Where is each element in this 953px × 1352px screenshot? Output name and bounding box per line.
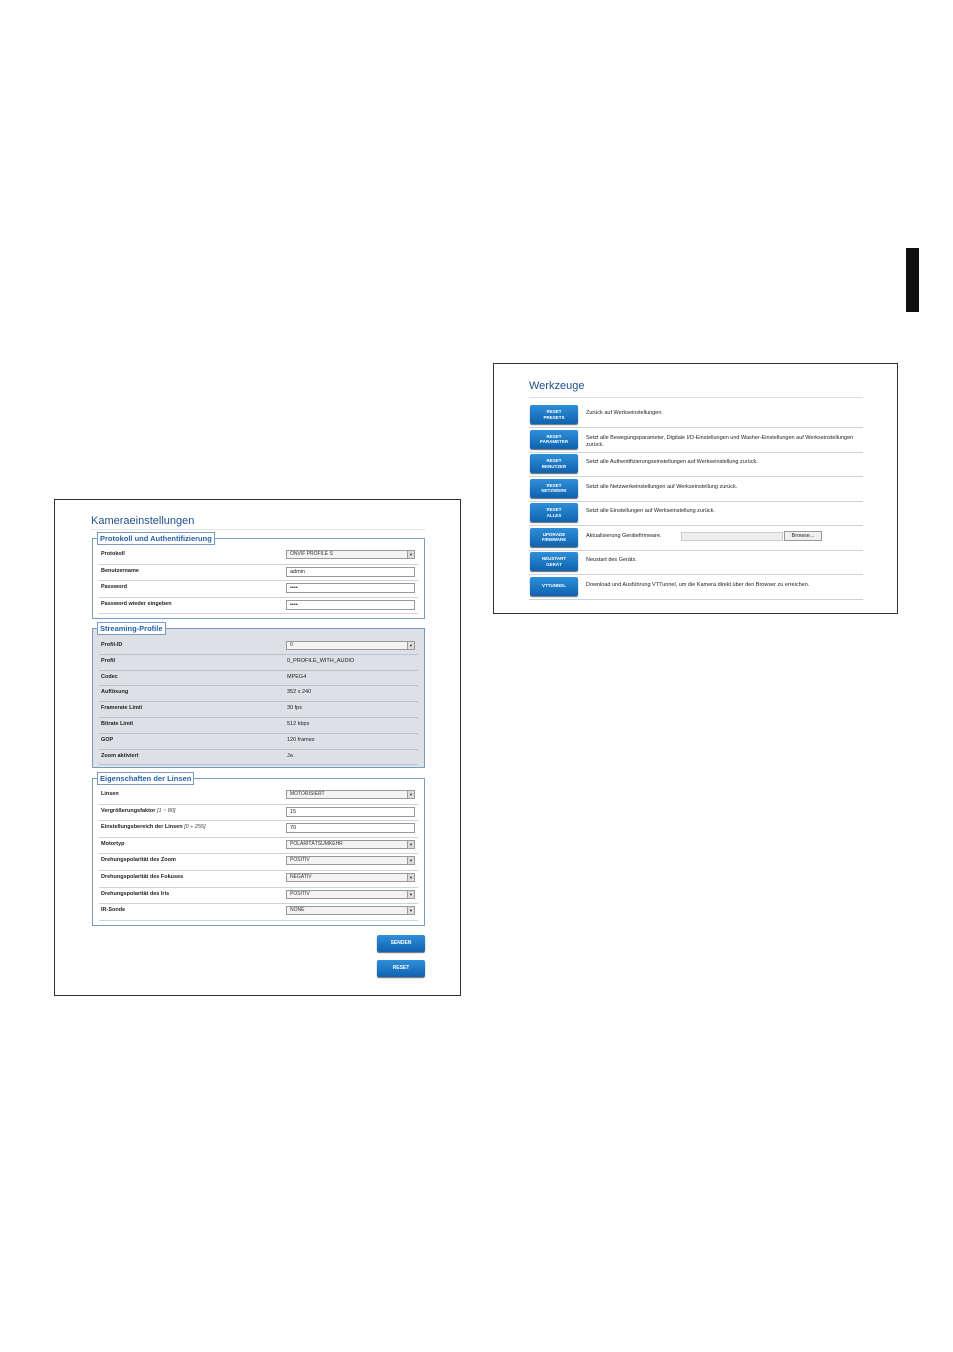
field-label: Password [101,584,127,590]
tool-button-label: VTTUNNEL [542,583,566,589]
field-value: 30 fps [287,705,302,712]
field-label: Codec [101,673,118,680]
lens-properties-legend: Eigenschaften der Linsen [97,772,194,785]
tool-description: Aktualisierung Gerätefirmware. [586,532,662,539]
field-label: Zoom aktiviert [101,752,139,759]
send-button[interactable]: SENDEN [377,935,425,952]
field-label: Profil-ID [101,642,123,648]
tool-button-label: UPGRADE [542,531,566,537]
form-row [99,837,418,855]
text-input[interactable]: admin [286,567,415,577]
field-label: Profil [101,657,116,664]
tool-button[interactable] [530,528,578,547]
select-value: POSITIV [290,890,310,897]
camera-settings-title: Kameraeinstellungen [91,515,195,527]
field-label: IR-Sonde [101,907,126,914]
tool-button-label: RESET [546,482,562,488]
form-row [99,870,418,888]
form-row [99,701,418,718]
select-value: ONVIF PROFILE S [290,551,333,557]
tools-panel [493,363,898,614]
dropdown-select[interactable] [286,550,415,559]
dropdown-select[interactable] [286,840,415,849]
field-value: 512 kbps [287,721,310,727]
chevron-down-icon[interactable]: ▼ [407,841,414,848]
firmware-file-input[interactable] [681,532,783,541]
tool-description: Zurück auf Werkseinstellungen. [586,410,663,416]
text-input[interactable]: 70 [286,823,415,833]
tool-button[interactable] [530,577,578,596]
field-label: Motortyp [101,840,125,847]
tool-row [529,550,863,575]
streaming-profile-legend: Streaming-Profile [97,622,166,635]
text-input[interactable]: 15 [286,807,415,817]
form-row [99,685,418,702]
form-row [99,887,418,905]
tool-button-label: RESET [546,507,562,512]
select-value: NONE [290,907,305,914]
field-value: MPEG4 [287,673,307,680]
field-value: 0_PROFILE_WITH_AUDIO [287,657,355,664]
tool-button-label: PRESETS [543,414,565,420]
tool-button-label: PARAMETER [539,439,569,444]
tool-button-label: GERÄT [546,561,562,567]
tool-button-label: ALLES [546,512,562,518]
form-row [99,654,418,671]
protocol-auth-section [92,534,425,619]
tool-button[interactable] [530,454,578,473]
tools-title: Werkzeuge [529,380,585,392]
field-label-text: Vergrößerungsfaktor [101,807,156,814]
form-row [99,580,418,598]
field-label: Drehungspolarität des Fokuses [101,874,184,880]
tool-description: Download und Ausführung VTTunnel, um die Kamera direkt über den Browser zu erreichen. [586,581,810,588]
tool-button-label: BENUTZER [541,463,567,469]
select-value: 0 [290,642,293,648]
field-label: Drehungspolarität des Zoom [101,857,176,864]
camera-settings-panel [54,499,461,996]
dropdown-select[interactable] [286,906,415,915]
reset-button[interactable]: RESET [377,960,425,977]
browse-button[interactable]: Browse... [784,531,822,541]
chevron-down-icon[interactable]: ▼ [407,857,414,864]
field-label: Bitrate Limit [101,721,134,727]
field-hint: [1 ~ 80] [156,807,176,814]
chevron-down-icon[interactable]: ▼ [407,791,414,798]
dropdown-select[interactable] [286,873,415,882]
chevron-down-icon[interactable]: ▼ [407,551,414,558]
field-label: Drehungspolarität des Iris [101,890,170,897]
lens-properties-section [92,774,425,926]
tool-button-label: NEUSTART [541,556,567,561]
chevron-down-icon[interactable]: ▼ [407,874,414,881]
form-row [99,853,418,871]
chevron-down-icon[interactable]: ▼ [407,907,414,914]
tool-row [529,477,863,502]
form-row [99,670,418,687]
form-row [99,733,418,750]
tool-row [529,452,863,477]
select-value: NEGATIV [290,874,312,880]
select-value: MOTORISIERT [290,791,325,797]
form-row [99,638,418,655]
tool-row [529,575,863,600]
tool-button[interactable] [530,479,578,498]
tool-description: Neustart des Geräts. [586,557,637,563]
tool-button-label: NETZWERK [541,488,567,493]
field-label [101,824,206,830]
tool-button-label: FIRMWARE [541,537,567,542]
dropdown-select[interactable] [286,856,415,865]
field-value: 352 x 240 [287,689,312,696]
field-label [101,808,175,814]
protocol-auth-legend: Protokoll und Authentifizierung [97,532,215,545]
field-label: Auflösung [101,689,129,696]
form-row [99,787,418,805]
tool-row [529,403,863,428]
field-label-text: Einstellungsbereich der Linsen [101,824,183,831]
form-row [99,749,418,766]
field-label: GOP [101,736,114,743]
tool-button[interactable] [530,503,578,522]
text-input[interactable]: •••• [286,583,415,593]
select-value: POSITIV [290,857,310,864]
text-input[interactable]: •••• [286,600,415,610]
tool-description: Setzt alle Netzwerkeinstellungen auf Werkseinstellung zurück. [586,483,738,490]
form-row [99,804,418,822]
tool-row [529,428,863,453]
tool-description: Setzt alle Authentifizierungseinstellungen auf Werkseinstellung zurück. [586,459,758,465]
field-label: Benutzername [101,567,139,574]
tool-button-label: RESET [546,409,562,414]
tool-description: Setzt alle Einstellungen auf Werkseinstellung zurück. [586,508,715,514]
streaming-profile-section [92,624,425,768]
field-label: Linsen [101,791,119,797]
tool-row [529,501,863,526]
select-value: POLARITÄTSUMKEHR [290,840,343,847]
form-row [99,564,418,582]
field-hint: [0 ÷ 255] [184,824,206,831]
tool-description: Setzt alle Bewegungsparameter, Digitale I/O-Einstellungen und Washer-Einstellungen auf Werkseinstellungen zurück. [586,434,854,448]
field-value: Ja [287,752,293,759]
dropdown-select[interactable] [286,890,415,899]
field-label: Protokoll [101,551,125,557]
title-divider [91,529,425,530]
field-label: Password wieder eingeben [101,600,172,607]
field-value: 120 frames [287,736,315,743]
tool-row [529,526,863,551]
tool-button-label: RESET [546,458,562,463]
title-divider [529,397,863,398]
form-row [99,903,418,921]
dropdown-select[interactable] [286,641,415,650]
form-row [99,597,418,615]
dropdown-select[interactable] [286,790,415,799]
tool-button[interactable] [530,405,578,424]
tool-button-label: RESET [546,433,562,439]
form-row [99,820,418,838]
tool-button[interactable] [530,430,578,449]
form-row [99,547,418,565]
tool-button[interactable] [530,552,578,571]
form-row [99,717,418,734]
field-label: Framerate Limit [101,705,143,712]
chevron-down-icon[interactable]: ▼ [407,891,414,898]
chevron-down-icon[interactable]: ▼ [407,642,414,649]
page-edge-tab [906,248,919,312]
